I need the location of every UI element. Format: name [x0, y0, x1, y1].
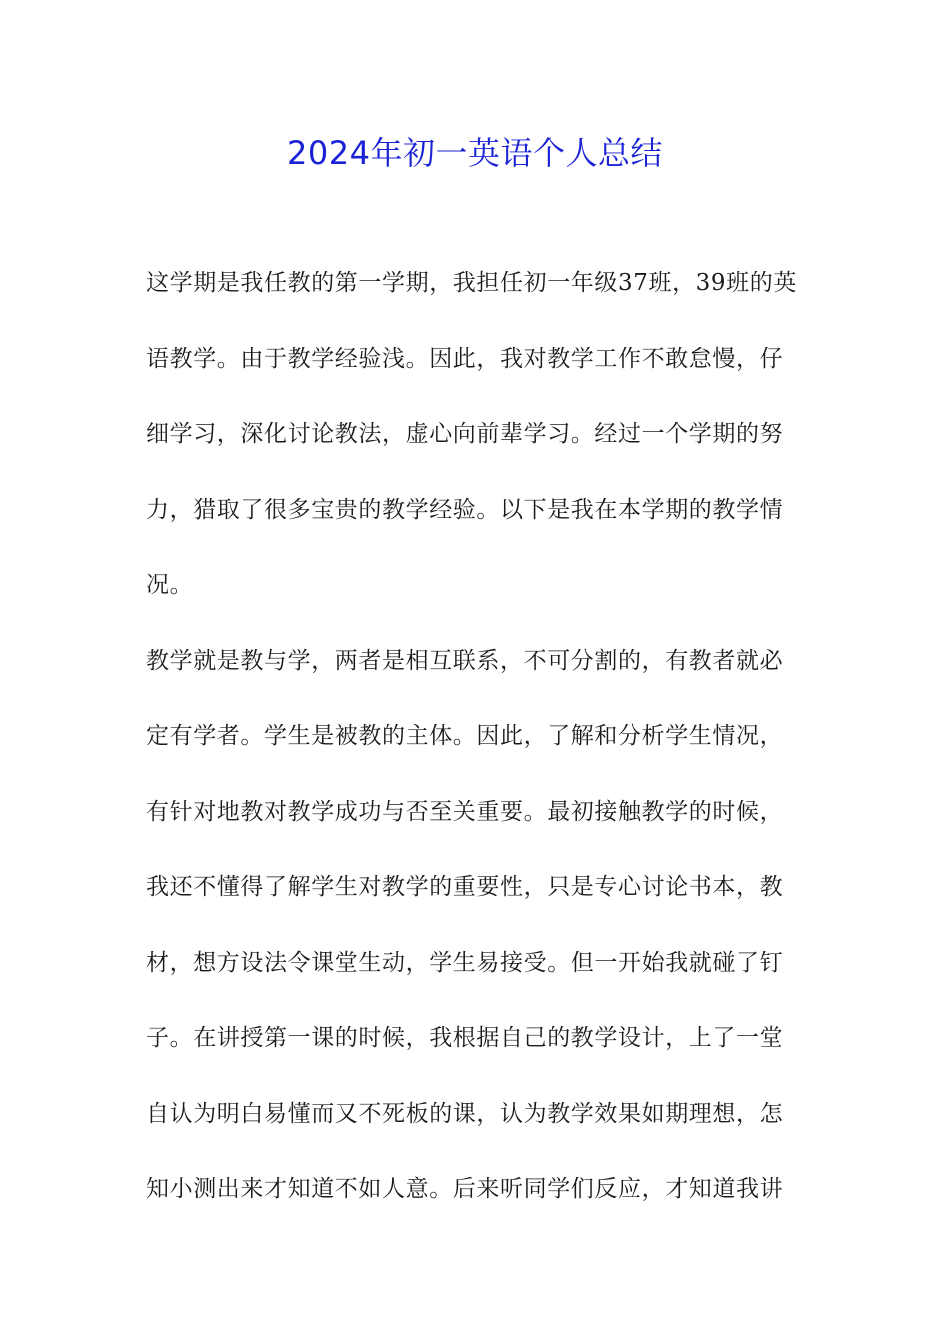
text-line: 力，猎取了很多宝贵的教学经验。以下是我在本学期的教学情: [146, 496, 784, 523]
text-line: 教学就是教与学，两者是相互联系，不可分割的，有教者就必: [146, 647, 784, 674]
text-line: 知小测出来才知道不如人意。后来听同学们反应，才知道我讲: [146, 1176, 784, 1202]
text-line: 自认为明白易懂而又不死板的课，认为教学效果如期理想，怎: [146, 1100, 784, 1127]
text-line: 材，想方设法令课堂生动，学生易接受。但一开始我就碰了钉: [146, 949, 784, 976]
text-line: 细学习，深化讨论教法，虚心向前辈学习。经过一个学期的努: [146, 421, 784, 447]
document-body: [146, 246, 816, 1228]
text-line: 这学期是我任教的第一学期，我担任初一年级37班，39班的英: [146, 270, 797, 296]
text-line: 定有学者。学生是被教的主体。因此，了解和分析学生情况，: [146, 723, 784, 749]
text-line: 子。在讲授第一课的时候，我根据自己的教学设计，上了一堂: [146, 1025, 784, 1051]
text-line: 我还不懂得了解学生对教学的重要性，只是专心讨论书本，教: [146, 874, 784, 900]
text-line: 语教学。由于教学经验浅。因此，我对教学工作不敢怠慢，仔: [146, 345, 784, 372]
text-line: 况。: [146, 572, 194, 598]
text-line: 有针对地教对教学成功与否至关重要。最初接触教学的时候，: [146, 798, 784, 825]
document-title: 2024年初一英语个人总结: [287, 134, 663, 172]
